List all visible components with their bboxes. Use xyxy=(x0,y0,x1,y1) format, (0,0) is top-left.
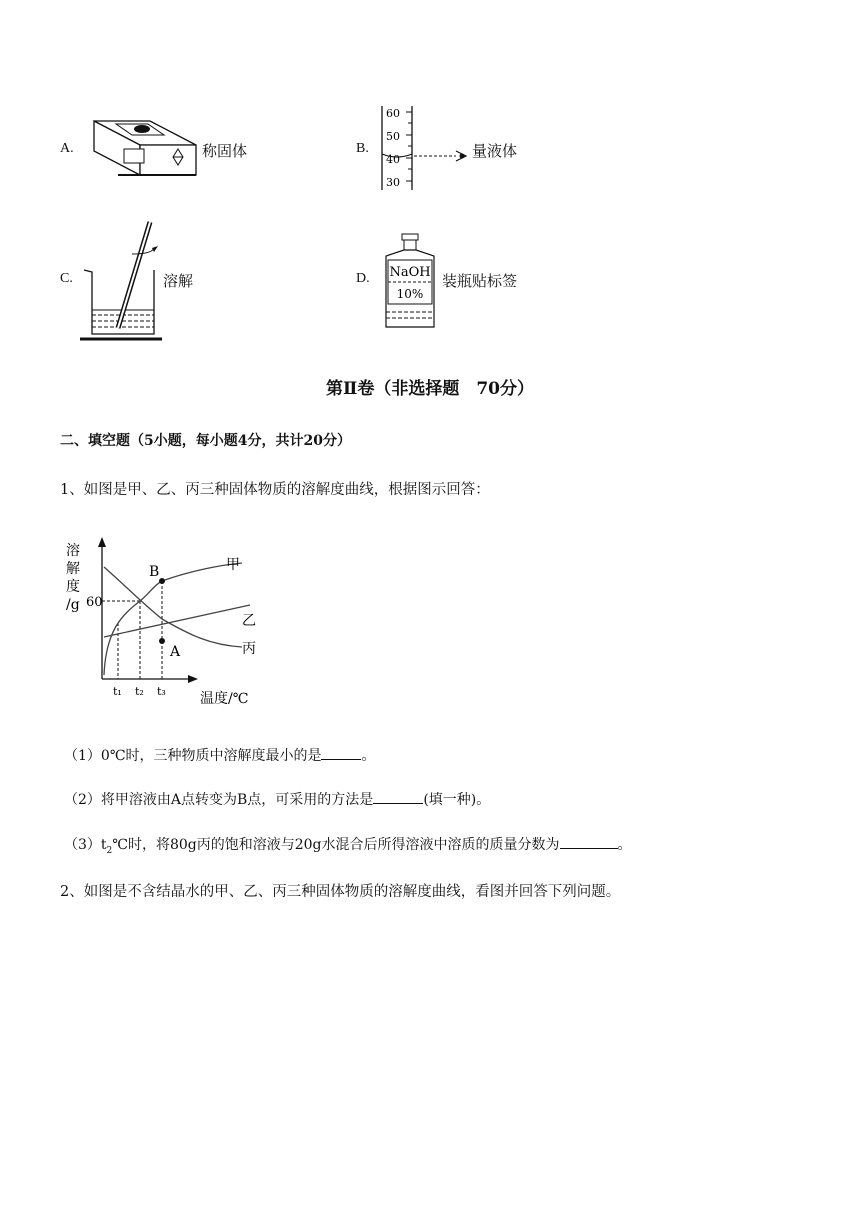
q1-sub3 xyxy=(64,834,632,856)
bottle-label-concentration: 10% xyxy=(396,287,424,301)
option-d-letter: D. xyxy=(356,271,370,286)
option-b-letter: B. xyxy=(356,141,369,156)
option-a-caption: 称固体 xyxy=(202,142,248,160)
q1-sub3-text: ℃时，将80g丙的饱和溶液与20g水混合后所得溶液中溶质的质量分数为 xyxy=(112,837,560,853)
chart-y-tick-60: 60 xyxy=(86,595,103,610)
x-tick-t1: t₁ xyxy=(113,685,122,698)
option-d-caption: 装瓶贴标签 xyxy=(442,272,518,290)
series-jia-label: 甲 xyxy=(226,557,240,573)
balance-illustration xyxy=(86,115,202,185)
series-bing-label: 丙 xyxy=(242,641,256,657)
q1-sub2 xyxy=(64,789,490,809)
option-b-caption: 量液体 xyxy=(472,142,518,160)
x-tick-t3: t₃ xyxy=(157,685,166,698)
option-c-caption: 溶解 xyxy=(163,272,194,290)
question-1-stem: 1、如图是甲、乙、丙三种固体物质的溶解度曲线，根据图示回答： xyxy=(60,482,490,498)
series-bing-curve xyxy=(104,567,242,647)
cylinder-tick-50: 50 xyxy=(386,130,400,143)
point-b xyxy=(159,578,165,584)
bottle-illustration xyxy=(380,232,440,330)
chart-xlabel: 温度/℃ xyxy=(200,691,249,707)
point-b-label: B xyxy=(149,564,160,580)
series-yi-curve xyxy=(104,605,250,637)
x-tick-t2: t₂ xyxy=(135,685,144,698)
beaker-illustration xyxy=(80,218,164,342)
q1-sub1 xyxy=(64,745,375,765)
section-title: 第Ⅱ卷（非选择题 70分） xyxy=(326,379,534,399)
series-yi-label: 乙 xyxy=(242,613,256,629)
chart-ylabel-2: 解 xyxy=(66,561,80,577)
part-heading: 二、填空题（5小题，每小题4分，共计20分） xyxy=(60,433,351,449)
cylinder-tick-30: 30 xyxy=(386,176,400,189)
q1-sub1-end: 。 xyxy=(361,748,376,764)
q1-sub2-end: (填一种)。 xyxy=(423,792,491,808)
cylinder-tick-60: 60 xyxy=(386,107,400,120)
solubility-chart xyxy=(60,535,270,715)
q1-sub1-blank[interactable] xyxy=(321,745,361,760)
q1-sub3-end: 。 xyxy=(617,837,632,853)
q1-sub3-blank[interactable] xyxy=(560,834,618,849)
q1-sub3-subscript: 2 xyxy=(106,845,113,856)
q1-sub2-text: （2）将甲溶液由A点转变为B点，可采用的方法是 xyxy=(64,792,374,808)
option-c-letter: C. xyxy=(60,271,73,286)
chart-ylabel-3: 度 xyxy=(66,579,80,595)
point-a-label: A xyxy=(170,644,181,660)
point-a xyxy=(159,638,165,644)
cylinder-tick-40: 40 xyxy=(386,153,400,166)
cylinder-illustration xyxy=(378,104,474,192)
q1-sub2-blank[interactable] xyxy=(373,789,423,804)
question-2-stem: 2、如图是不含结晶水的甲、乙、丙三种固体物质的溶解度曲线，看图并回答下列问题。 xyxy=(60,884,621,900)
chart-ylabel-4: /g xyxy=(66,597,80,613)
bottle-label-formula: NaOH xyxy=(389,265,431,280)
chart-x-arrow xyxy=(188,675,198,683)
chart-ylabel-1: 溶 xyxy=(66,543,80,559)
q1-sub3-pre: （3）t xyxy=(64,837,107,853)
option-a-letter: A. xyxy=(60,141,74,156)
q1-sub1-text: （1）0℃时，三种物质中溶解度最小的是 xyxy=(64,748,322,764)
chart-y-arrow xyxy=(98,537,106,547)
